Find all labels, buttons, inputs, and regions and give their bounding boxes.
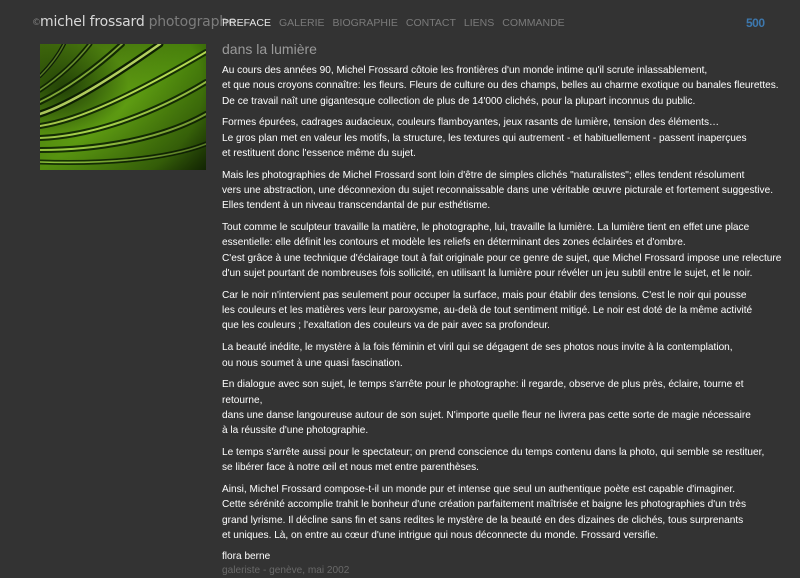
paragraph-line: vers une abstraction, une déconnexion du sujet reconnaissable dans une véritable œuvre picturale et fortement suggestive. (222, 185, 773, 197)
paragraph-line: Mais les photographies de Michel Frossard sont loin d'être de simples clichés "naturalistes"; elles tendent résolument (222, 169, 745, 181)
logo-500px[interactable]: 500 (746, 16, 765, 30)
preface-paragraph (222, 482, 782, 543)
copyright-symbol: © (32, 18, 41, 28)
leaf-photo (40, 44, 206, 170)
paragraph-line: Elles tendent à un niveau transcendantal de pur esthétisme. (222, 200, 491, 212)
signature-name: flora berne (222, 550, 271, 562)
paragraph-line: essentielle: elle définit les contours et modèle les reliefs en déterminant des zones éclairées et d'ombre. (222, 237, 686, 249)
preface-paragraph (222, 377, 782, 438)
paragraph-line: les couleurs et les matières vers leur paroxysme, au-delà de tout sentiment mitigé. Le noir est doté de la même activité (222, 305, 753, 317)
paragraph-line: Au cours des années 90, Michel Frossard côtoie les frontières d'un monde intime qu'il scrute inlassablement, (222, 65, 708, 76)
preface-paragraph (222, 220, 782, 281)
site-header (0, 0, 800, 34)
paragraph-line: que les couleurs ; l'exaltation des couleurs va de pair avec sa profondeur. (222, 320, 550, 332)
paragraph-line: à la réussite d'une photographie. (222, 425, 369, 437)
main-nav (222, 17, 565, 29)
paragraph-line: Car le noir n'intervient pas seulement pour occuper la surface, mais pour établir des tensions. C'est le noir qui pousse (222, 289, 747, 301)
page-title: dans la lumière (222, 41, 317, 57)
paragraph-line: Ainsi, Michel Frossard compose-t-il un monde pur et intense que seul un authentique poète est capable d'imaginer. (222, 484, 736, 496)
preface-text (222, 63, 782, 543)
preface-paragraph (222, 115, 782, 161)
nav-preface[interactable]: PREFACE (222, 17, 272, 29)
brand-role: photographe (148, 14, 237, 30)
site-brand[interactable] (40, 14, 236, 30)
paragraph-line: d'un sujet pourtant de nombreuses fois sollicité, en utilisant la lumière pour révéler un jeu subtil entre le sujet, et le noir. (222, 268, 753, 280)
nav-liens[interactable]: LIENS (463, 17, 495, 29)
preface-content (222, 41, 782, 578)
brand-name: michel frossard (40, 14, 145, 30)
paragraph-line: Formes épurées, cadrages audacieux, couleurs flamboyantes, jeux rasants de lumière, tension des éléments… (222, 117, 720, 129)
paragraph-line: et restituent donc l'essence même du sujet. (222, 147, 416, 159)
paragraph-line: grand lyrisme. Il décline sans fin et sans redites le mystère de la beauté en des dizaines de clichés, tous surprenants (222, 514, 744, 526)
preface-paragraph (222, 63, 782, 109)
preface-paragraph (222, 340, 782, 371)
paragraph-line: ou nous soumet à une quasi fascination. (222, 357, 403, 369)
paragraph-line: De ce travail naît une gigantesque collection de plus de 14'000 clichés, pour la plupart inconnus du public. (222, 95, 696, 107)
paragraph-line: Cette sérénité accomplie trahit le bonheur d'une création parfaitement maîtrisée et baigne les photographies d'un très (222, 499, 746, 511)
paragraph-line: dans une danse langoureuse autour de son sujet. N'importe quelle fleur ne livrera pas cette sorte de magie nécessaire (222, 409, 751, 421)
paragraph-line: La beauté inédite, le mystère à la fois féminin et viril qui se dégagent de ses photos nous invite à la contemplation, (222, 342, 733, 354)
paragraph-line: C'est grâce à une technique d'éclairage tout à fait originale pour ce genre de sujet, que Michel Frossard impose une relecture (222, 252, 782, 264)
nav-contact[interactable]: CONTACT (405, 17, 456, 29)
paragraph-line: En dialogue avec son sujet, le temps s'arrête pour le photographe: il regarde, observe de plus près, éclaire, tourne et retourne, (222, 379, 744, 406)
leaf-photo-icon (40, 44, 206, 170)
paragraph-line: se libérer face à notre œil et nous met entre parenthèses. (222, 462, 479, 474)
paragraph-line: Tout comme le sculpteur travaille la matière, le photographe, lui, travaille la lumière. La lumière tient en effet une place (222, 222, 750, 234)
nav-galerie[interactable]: GALERIE (279, 17, 325, 29)
nav-biographie[interactable]: BIOGRAPHIE (332, 17, 398, 29)
nav-commande[interactable]: COMMANDE (502, 17, 565, 29)
preface-paragraph (222, 168, 782, 214)
signature-role: galeriste - genève, mai 2002 (222, 564, 350, 576)
preface-paragraph (222, 288, 782, 334)
preface-paragraph (222, 445, 782, 476)
paragraph-line: Le gros plan met en valeur les motifs, la structure, les textures qui autrement - et habituellement - passent inaperçues (222, 132, 747, 144)
paragraph-line: et que nous croyons connaître: les fleurs. Fleurs de culture ou des champs, belles au charme exotique ou banales fleurettes. (222, 80, 779, 92)
paragraph-line: Le temps s'arrête aussi pour le spectateur; on prend conscience du temps contenu dans la photo, qui semble se restituer, (222, 447, 765, 459)
paragraph-line: et uniques. Là, on entre au cœur d'une intrigue qui nous déconnecte du monde. Frossard versifie. (222, 530, 659, 542)
